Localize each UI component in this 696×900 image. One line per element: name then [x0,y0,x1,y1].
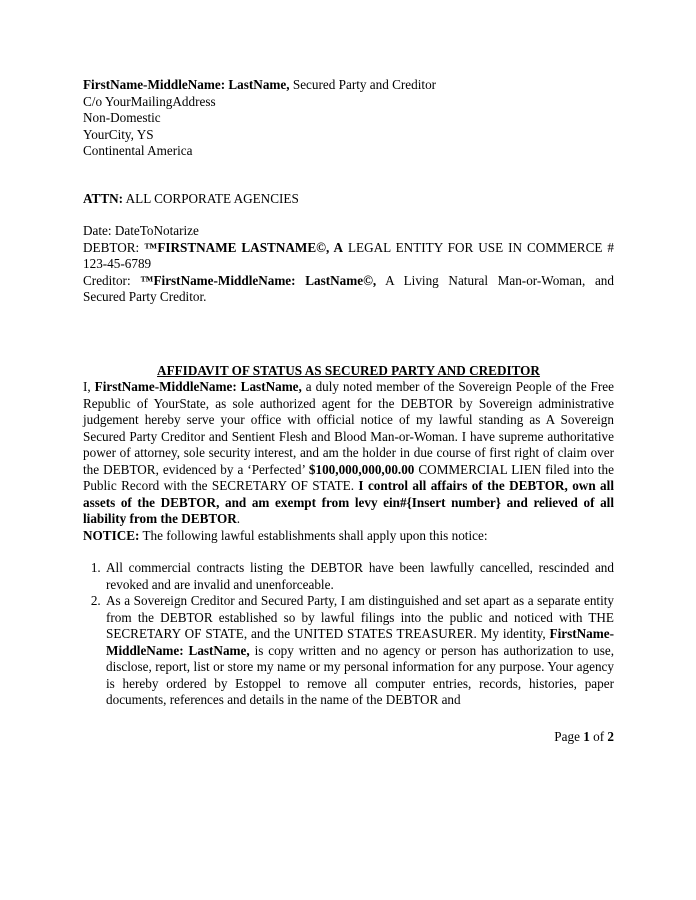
sender-address-line: Non-Domestic [83,110,161,125]
sender-address-line: Continental America [83,143,193,158]
list-item: 2. As a Sovereign Creditor and Secured Party, I am distinguished and set apart as a separate entity from the DEBTOR established so by lawful filings into the public and noticed with THE SECRETARY OF STATE, and the UNITED STATES TREASURER. My identity, FirstName-MiddleName: LastName, is copy written and no agency or person has authorization to use, disclose, report, list or store my name or my personal information for any purpose. Your agency is hereby ordered by Estoppel to remove all computer entries, records, histories, paper documents, references and details in the name of the DEBTOR and [104,593,614,709]
sender-name-line: FirstName-MiddleName: LastName, Secured Party and Creditor [83,77,437,92]
sender-address-block [83,77,614,160]
list-item: 1. All commercial contracts listing the DEBTOR have been lawfully cancelled, rescinded and revoked and are invalid and unenforceable. [104,560,614,593]
page-footer: Page 1 of 2 [554,728,614,744]
notice-paragraph: NOTICE: The following lawful establishments shall apply upon this notice: [83,527,488,543]
notice-list [83,560,614,709]
date-line: Date: DateToNotarize [83,223,199,238]
sender-address-line: YourCity, YS [83,126,154,142]
debtor-paragraph: DEBTOR: ™FIRSTNAME LASTNAME©, A LEGAL ENTITY FOR USE IN COMMERCE # 123-45-6789 [83,239,614,271]
document-title: AFFIDAVIT OF STATUS AS SECURED PARTY AND CREDITOR [157,362,540,378]
creditor-paragraph: Creditor: ™FirstName-MiddleName: LastName©, A Living Natural Man-or-Woman, and Secured Party Creditor. [83,272,614,304]
sender-address-line: C/o YourMailingAddress [83,93,216,109]
attn-line: ATTN: ALL CORPORATE AGENCIES [83,190,299,206]
affidavit-paragraph: I, FirstName-MiddleName: LastName, a duly noted member of the Sovereign People of the Free Republic of YourState, as sole authorized agent for the DEBTOR by Sovereign administrative judgement hereby serve your office with official notice of my lawful standing as A Sovereign Secured Party Creditor and Sentient Flesh and Blood Man-or-Woman. I have supreme authoritative power of attorney, sole security interest, and am the holder in due course of first right of claim over the DEBTOR, evidenced by a ‘Perfected’ $100,000,000,00.00 COMMERCIAL LIEN filed into the Public Record with the SECRETARY OF STATE. I control all affairs of the DEBTOR, own all assets of the DEBTOR, and am exempt from levy ein#{Insert number} and relieved of all liability from the DEBTOR. [83,379,615,526]
